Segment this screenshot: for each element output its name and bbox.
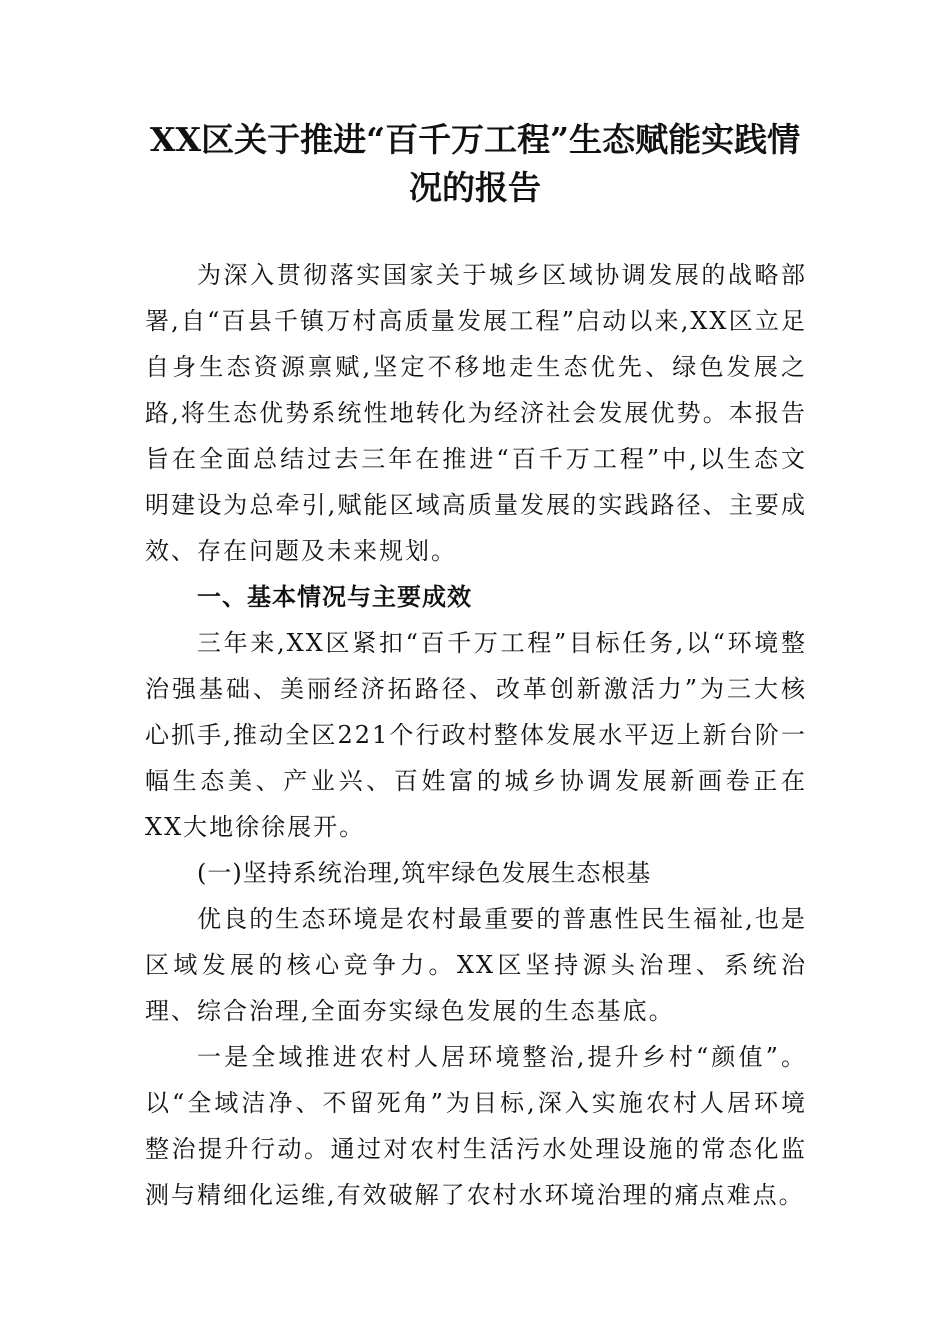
subsection-1-paragraph: 优良的生态环境是农村最重要的普惠性民生福祉,也是区域发展的核心竞争力。XX区坚持源头治理、系统治理、综合治理,全面夯实绿色发展的生态基底。 [145,905,807,1025]
document-title: XX区关于推进“百千万工程”生态赋能实践情况的报告 [149,120,801,207]
document-body [145,252,807,1218]
subsection-heading-1: (一)坚持系统治理,筑牢绿色发展生态根基 [197,859,652,887]
section-1-paragraph: 三年来,XX区紧扣“百千万工程”目标任务,以“环境整治强基础、美丽经济拓路径、改革创新激活力”为三大核心抓手,推动全区221个行政村整体发展水平迈上新台阶一幅生态美、产业兴、百姓富的城乡协调发展新画卷正在XX大地徐徐展开。 [145,629,807,841]
intro-paragraph: 为深入贯彻落实国家关于城乡区域协调发展的战略部署,自“百县千镇万村高质量发展工程”启动以来,XX区立足自身生态资源禀赋,坚定不移地走生态优先、绿色发展之路,将生态优势系统性地转化为经济社会发展优势。本报告旨在全面总结过去三年在推进“百千万工程”中,以生态文明建设为总牵引,赋能区域高质量发展的实践路径、主要成效、存在问题及未来规划。 [145,261,807,565]
section-heading-1: 一、基本情况与主要成效 [197,583,472,611]
subsection-1-point-1: 一是全域推进农村人居环境整治,提升乡村“颜值”。以“全域洁净、不留死角”为目标,深入实施农村人居环境整治提升行动。通过对农村生活污水处理设施的常态化监测与精细化运维,有效破解了农村水环境治理的痛点难点。 [145,1043,807,1209]
